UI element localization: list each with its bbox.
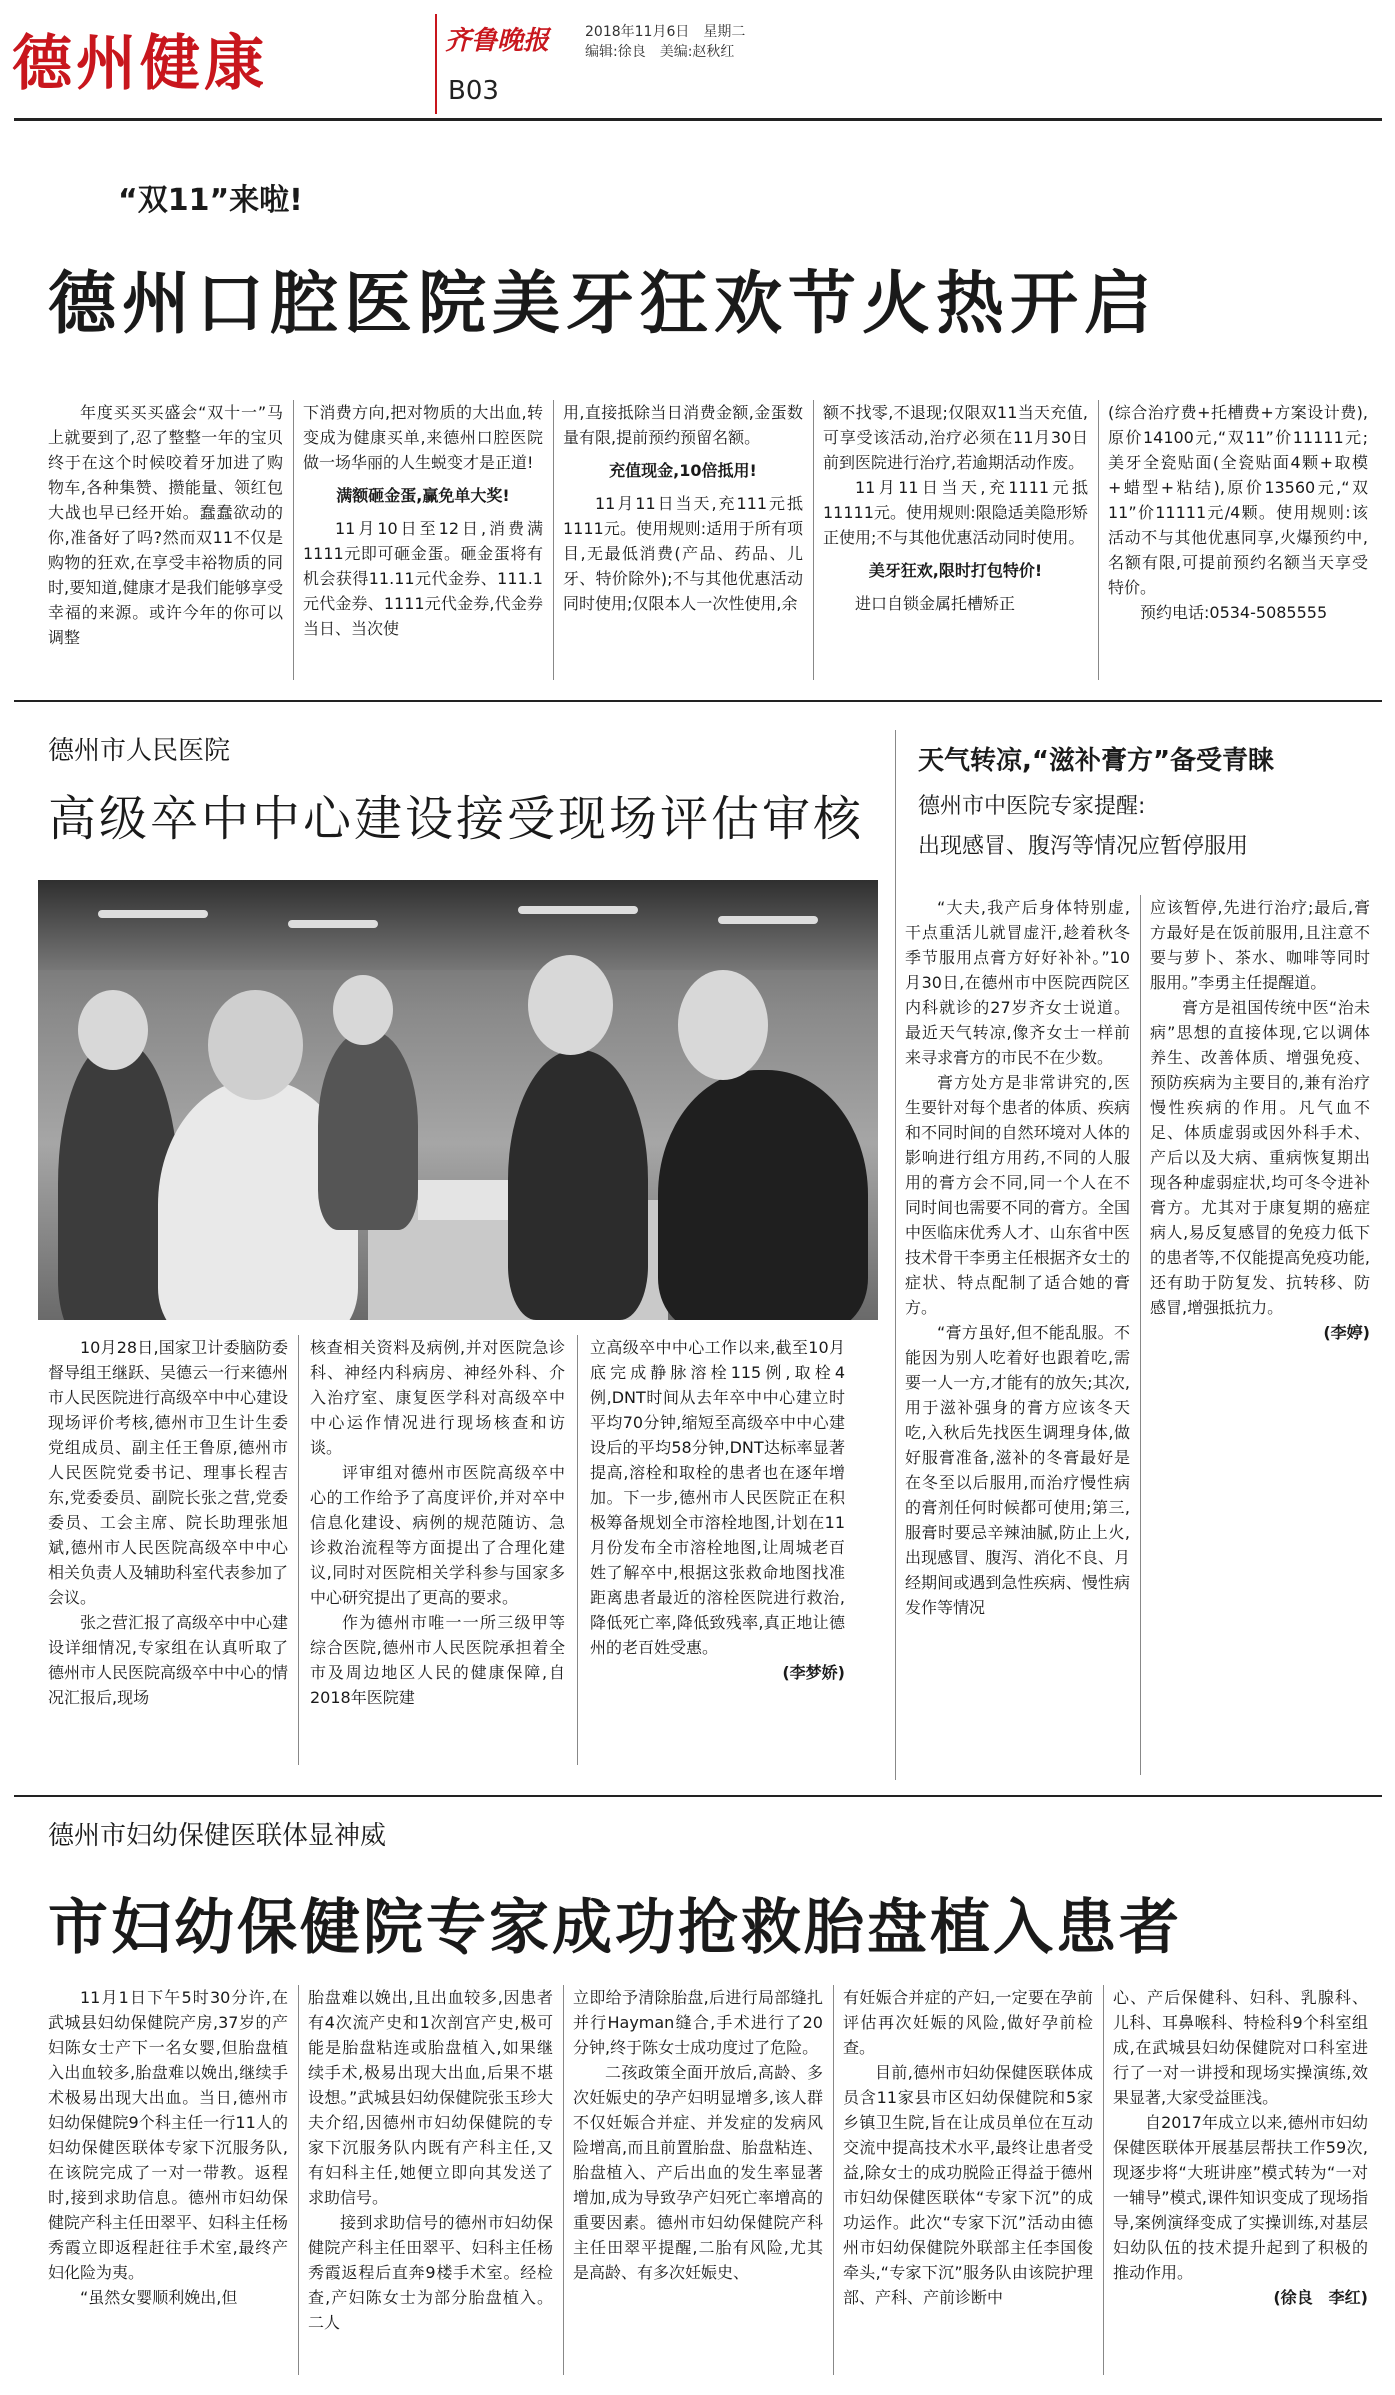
story3-paragraph: 应该暂停,先进行治疗;最后,膏方最好是在饭前服用,且注意不要与萝卜、茶水、咖啡等同时服用。”李勇主任提醒道。 <box>1150 898 1370 992</box>
story4-column-1 <box>48 1985 288 2380</box>
story1-paragraph: 11月11日当天,充1111元抵11111元。使用规则:限隐适美隐形矫正使用;不与其他优惠活动同时使用。 <box>823 478 1088 547</box>
story4-paragraph: 心、产后保健科、妇科、乳腺科、儿科、耳鼻喉科、特检科9个科室组成,在武城县妇幼保健院对口科室进行了一对一讲授和现场实操演练,效果显著,大家受益匪浅。 <box>1113 1988 1368 2107</box>
page-number: B03 <box>448 76 499 106</box>
paper-logo: 齐鲁晚报 <box>445 26 550 56</box>
story4-column-4 <box>843 1985 1093 2380</box>
story1-column-1 <box>48 400 283 685</box>
column-divider <box>1140 895 1141 1775</box>
story2-paragraph: 作为德州市唯一一所三级甲等综合医院,德州市人民医院承担着全市及周边地区人民的健康保障,自2018年医院建 <box>310 1613 565 1707</box>
story1-subhead: 充值现金,10倍抵用! <box>609 461 757 480</box>
date-line: 2018年11月6日 星期二 <box>585 24 746 40</box>
story4-column-5 <box>1113 1985 1368 2380</box>
story3-column-1 <box>905 895 1130 1780</box>
story3-subtitle-2: 出现感冒、腹泻等情况应暂停服用 <box>918 834 1249 859</box>
column-divider <box>298 1335 299 1765</box>
story1-column-3 <box>563 400 803 685</box>
column-divider <box>293 400 294 680</box>
hospital-photo <box>38 880 878 1320</box>
story4-kicker: 德州市妇幼保健医联体显神威 <box>48 1821 387 1851</box>
story2-paragraph: 张之营汇报了高级卒中中心建设详细情况,专家组在认真听取了德州市人民医院高级卒中中心的情况汇报后,现场 <box>48 1613 288 1707</box>
column-divider <box>895 730 896 1780</box>
story2-paragraph: 立高级卒中中心工作以来,截至10月底完成静脉溶栓115例,取栓4例,DNT时间从去年卒中中心建立时平均70分钟,缩短至高级卒中中心建设后的平均58分钟,DNT达标率显著提高,溶栓和取栓的患者也在逐年增加。下一步,德州市人民医院正在积极筹备规划全市溶栓地图,计划在11月份发布全市溶栓地图,让周城老百姓了解卒中,根据这张救命地图找准距离患者最近的溶栓医院进行救治,降低死亡率,降低致残率,真正地让德州的老百姓受惠。 <box>590 1338 845 1657</box>
story1-paragraph: 下消费方向,把对物质的大出血,转变成为健康买单,来德州口腔医院做一场华丽的人生蜕变才是正道! <box>303 403 543 472</box>
story3-credit: (李婷) <box>1323 1323 1370 1342</box>
story1-paragraph: 进口自锁金属托槽矫正 <box>855 594 1016 613</box>
story3-paragraph: “膏方虽好,但不能乱服。不能因为别人吃着好也跟着吃,需要一人一方,才能有的放矢;其次,用于滋补强身的膏方应该冬天吃,入秋后先找医生调理身体,做好服膏准备,滋补的冬膏最好是在冬至以后服用,而治疗慢性病的膏剂任何时候都可使用;第三,服膏时要忌辛辣油腻,防止上火,出现感冒、腹泻、消化不良、月经期间或遇到急性疾病、慢性病发作等情况 <box>905 1323 1130 1617</box>
story4-credit: (徐良 李红) <box>1273 2288 1368 2307</box>
story4-headline: 市妇幼保健院专家成功抢救胎盘植入患者 <box>48 1893 1182 1963</box>
editor-line: 编辑:徐良 美编:赵秋红 <box>585 44 735 60</box>
story3-paragraph: 膏方是祖国传统中医“治未病”思想的直接体现,它以调体养生、改善体质、增强免疫、预防疾病为主要目的,兼有治疗慢性疾病的作用。凡气血不足、体质虚弱或因外科手术、产后以及大病、重病恢复期出现各种虚弱症状,均可冬令进补膏方。尤其对于康复期的癌症病人,易反复感冒的免疫力低下的患者等,不仅能提高免疫功能,还有助于防复发、抗转移、防感冒,增强抵抗力。 <box>1150 998 1370 1317</box>
column-divider <box>563 1985 564 2375</box>
story1-kicker: “双11”来啦! <box>118 183 303 218</box>
story1-column-4 <box>823 400 1088 685</box>
story1-subhead: 美牙狂欢,限时打包特价! <box>868 561 1043 580</box>
story4-column-3 <box>573 1985 823 2380</box>
story1-paragraph: 额不找零,不退现;仅限双11当天充值,可享受该活动,治疗必须在11月30日前到医院进行治疗,若逾期活动作废。 <box>823 403 1088 472</box>
story2-credit: (李梦娇) <box>782 1663 845 1682</box>
story1-paragraph: (综合治疗费+托槽费+方案设计费),原价14100元,“双11”价11111元;美牙全瓷贴面(全瓷贴面4颗+取模+蜡型+粘结),原价13560元,“双11”价11111元/4颗。使用规则:该活动不与其他优惠同享,火爆预约中,名额有限,可提前预约名额当天享受特价。 <box>1108 403 1368 597</box>
story1-paragraph: 年度买买买盛会“双十一”马上就要到了,忍了整整一年的宝贝终于在这个时候咬着牙加进了购物车,各种集赞、攒能量、领红包大战也早已经开始。蠢蠢欲动的你,准备好了吗?然而双11不仅是购物的狂欢,在享受丰裕物质的同时,要知道,健康才是我们能够享受幸福的来源。或许今年的你可以调整 <box>48 403 283 647</box>
section-title: 德州健康 <box>12 29 268 99</box>
section-rule <box>14 700 1382 702</box>
story4-paragraph: 自2017年成立以来,德州市妇幼保健医联体开展基层帮扶工作59次,现逐步将“大班讲座”模式转为“一对一辅导”模式,课件知识变成了现场指导,案例演绎变成了实操训练,对基层妇幼队伍的技术提升起到了积极的推动作用。 <box>1113 2113 1368 2282</box>
story2-paragraph: 10月28日,国家卫计委脑防委督导组王继跃、吴德云一行来德州市人民医院进行高级卒中中心建设现场评价考核,德州市卫生计生委党组成员、副主任王鲁原,德州市人民医院党委书记、理事长程吉东,党委委员、副院长张之营,党委委员、工会主席、院长助理张旭斌,德州市人民医院高级卒中中心相关负责人及辅助科室代表参加了会议。 <box>48 1338 288 1607</box>
story1-column-5 <box>1108 400 1368 685</box>
story4-column-2 <box>308 1985 553 2380</box>
story3-title: 天气转凉,“滋补膏方”备受青睐 <box>918 746 1275 776</box>
story4-paragraph: “虽然女婴顺利娩出,但 <box>80 2288 238 2307</box>
masthead-divider <box>435 14 437 114</box>
column-divider <box>298 1985 299 2375</box>
masthead-rule <box>14 118 1382 121</box>
story4-paragraph: 目前,德州市妇幼保健医联体成员含11家县市区妇幼保健院和5家乡镇卫生院,旨在让成员单位在互动交流中提高技术水平,最终让患者受益,除女士的成功脱险正得益于德州市妇幼保健医联体“专家下沉”的成功运作。此次“专家下沉”活动由德州市妇幼保健院外联部主任李国俊牵头,“专家下沉”服务队由该院护理部、产科、产前诊断中 <box>843 2063 1093 2307</box>
story1-contact: 预约电话:0534-5085555 <box>1140 603 1328 622</box>
story3-paragraph: “大夫,我产后身体特别虚,干点重活儿就冒虚汗,趁着秋冬季节服用点膏方好好补补。”10月30日,在德州市中医院西院区内科就诊的27岁齐女士说道。最近天气转凉,像齐女士一样前来寻求膏方的市民不在少数。 <box>905 898 1130 1067</box>
story1-column-2 <box>303 400 543 685</box>
story2-paragraph: 评审组对德州市医院高级卒中心的工作给予了高度评价,并对卒中信息化建设、病例的规范随访、急诊救治流程等方面提出了合理化建议,同时对医院相关学科参与国家多中心研究提出了更高的要求。 <box>310 1463 565 1607</box>
story2-paragraph: 核查相关资料及病例,并对医院急诊科、神经内科病房、神经外科、介入治疗室、康复医学科对高级卒中中心运作情况进行现场核查和访谈。 <box>310 1338 565 1457</box>
column-divider <box>813 400 814 680</box>
column-divider <box>577 1335 578 1765</box>
story3-paragraph: 膏方处方是非常讲究的,医生要针对每个患者的体质、疾病和不同时间的自然环境对人体的影响进行组方用药,不同的人服用的膏方会不同,同一个人在不同时间也需要不同的膏方。全国中医临床优秀人才、山东省中医技术骨干李勇主任根据齐女士的症状、特点配制了适合她的膏方。 <box>905 1073 1130 1317</box>
story2-column-1 <box>48 1335 288 1775</box>
story1-subhead: 满额砸金蛋,赢免单大奖! <box>336 486 510 505</box>
story2-column-3 <box>590 1335 845 1775</box>
story4-paragraph: 胎盘难以娩出,且出血较多,因患者有4次流产史和1次剖宫产史,极可能是胎盘粘连或胎盘植入,如果继续手术,极易出现大出血,后果不堪设想。”武城县妇幼保健院张玉珍大夫介绍,因德州市妇幼保健院的专家下沉服务队内既有产科主任,又有妇科主任,她便立即向其发送了求助信号。 <box>308 1988 553 2207</box>
column-divider <box>1103 1985 1104 2375</box>
story3-subtitle-1: 德州市中医院专家提醒: <box>918 794 1146 819</box>
story2-column-2 <box>310 1335 565 1775</box>
column-divider <box>553 400 554 680</box>
section-rule <box>14 1795 1382 1797</box>
story1-paragraph: 11月10日至12日,消费满1111元即可砸金蛋。砸金蛋将有机会获得11.11元代金券、111.1元代金券、1111元代金券,代金券当日、当次使 <box>303 519 543 638</box>
story4-paragraph: 立即给予清除胎盘,后进行局部缝扎并行Hayman缝合,手术进行了20分钟,终于陈女士成功度过了危险。 <box>573 1988 823 2057</box>
masthead-meta <box>585 22 745 62</box>
story1-paragraph: 11月11日当天,充111元抵1111元。使用规则:适用于所有项目,无最低消费(产品、药品、儿牙、特价除外);不与其他优惠活动同时使用;仅限本人一次性使用,余 <box>563 494 803 613</box>
story1-paragraph: 用,直接抵除当日消费金额,金蛋数量有限,提前预约预留名额。 <box>563 403 803 447</box>
story4-paragraph: 有妊娠合并症的产妇,一定要在孕前评估再次妊娠的风险,做好孕前检查。 <box>843 1988 1093 2057</box>
column-divider <box>833 1985 834 2375</box>
story4-paragraph: 接到求助信号的德州市妇幼保健院产科主任田翠平、妇科主任杨秀霞返程后直奔9楼手术室。经检查,产妇陈女士为部分胎盘植入。二人 <box>308 2213 553 2332</box>
story4-paragraph: 二孩政策全面开放后,高龄、多次妊娠史的孕产妇明显增多,该人群不仅妊娠合并症、并发症的发病风险增高,而且前置胎盘、胎盘粘连、胎盘植入、产后出血的发生率显著增加,成为导致孕产妇死亡率增高的重要因素。德州市妇幼保健院产科主任田翠平提醒,二胎有风险,尤其是高龄、有多次妊娠史、 <box>573 2063 823 2282</box>
story1-headline: 德州口腔医院美牙狂欢节火热开启 <box>48 265 1159 344</box>
story3-column-2 <box>1150 895 1370 1495</box>
story2-headline: 高级卒中中心建设接受现场评估审核 <box>48 791 865 847</box>
story2-kicker: 德州市人民医院 <box>48 736 231 766</box>
story4-paragraph: 11月1日下午5时30分许,在武城县妇幼保健院产房,37岁的产妇陈女士产下一名女婴,但胎盘植入出血较多,胎盘难以娩出,继续手术极易出现大出血。当日,德州市妇幼保健院9个科主任一行11人的妇幼保健医联体专家下沉服务队,在该院完成了一对一带教。返程时,接到求助信息。德州市妇幼保健院产科主任田翠平、妇科主任杨秀霞立即返程赶往手术室,最终产妇化险为夷。 <box>48 1988 288 2282</box>
column-divider <box>1098 400 1099 680</box>
